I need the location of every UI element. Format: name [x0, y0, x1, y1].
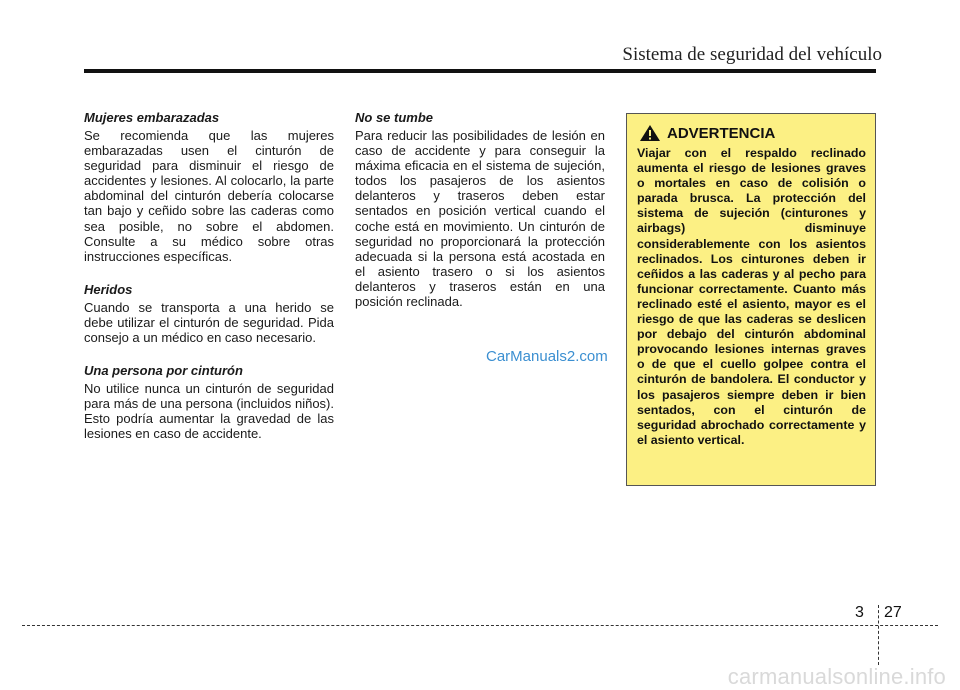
footer-divider [878, 605, 879, 665]
section-injured [84, 282, 334, 345]
header-rule [84, 69, 876, 73]
warning-text: Viajar con el respaldo reclinado aumenta el riesgo de lesiones graves o mortales en caso de colisión o parada brusca. La protección del sistema de sujeción (cinturones y airbags) disminuye considerablemente con los asientos reclinados. Los cinturones deben ir ceñidos a las caderas y al pecho para funcionar correctamente. Cuanto más reclinado esté el asiento, mayor es el riesgo de que las caderas se deslicen por debajo del cinturón abdominal provocando lesiones internas graves o de que el cuello golpee contra el cinturón de bandolera. El conductor y los pasajeros siempre deben ir bien sentados, con el cinturón de seguridad abrochado correctamente y el asiento vertical. [637, 146, 866, 447]
left-column [84, 110, 334, 442]
watermark: CarManuals2.com [486, 348, 608, 365]
section-title: Mujeres embarazadas [84, 110, 220, 125]
middle-column [355, 110, 605, 309]
section-title: Heridos [84, 281, 133, 297]
section-one-person-per-belt [84, 363, 334, 441]
section-text: No utilice nunca un cinturón de seguridad para más de una persona (incluidos niños). Esto podría aumentar la gravedad de las lesiones en caso de accidente. [84, 381, 334, 442]
section-pregnant-women [84, 110, 334, 264]
warning-box [626, 113, 876, 486]
section-text: Se recomienda que las mujeres embarazadas usen el cinturón de seguridad para disminuir el riesgo de accidentes y lesiones. Al colocarlo, la parte abdominal del cinturón debería colocarse tan bajo y ceñido sobre las caderas como sea posible, no sobre el abdomen. Consulte a su médico sobre otras instrucciones específicas. [84, 128, 334, 264]
section-title: Una persona por cinturón [84, 363, 243, 379]
footer-brand-watermark: carmanualsonline.info [727, 664, 946, 689]
section-number: 3 [855, 604, 864, 621]
section-text: Cuando se transporta a una herido se debe utilizar el cinturón de seguridad. Pida consejo a un médico en caso necesario. [84, 299, 334, 346]
warning-header [637, 124, 866, 142]
section-text-no-reclining: Para reducir las posibilidades de lesión en caso de accidente y para conseguir la máxima eficacia en el sistema de sujeción, todos los pasajeros de los asientos delanteros y traseros deben estar sentados en posición vertical cuando el coche está en movimiento. Un cinturón de seguridad no proporcionará la protección adecuada si la persona está acostada en el asiento trasero o si los asientos delanteros y traseros están en una posición reclinada. [355, 128, 605, 310]
page-header-title: Sistema de seguridad del vehículo [622, 44, 882, 65]
warning-triangle-icon [639, 124, 661, 142]
page-number: 27 [884, 604, 902, 621]
section-title-no-reclining: No se tumbe [355, 110, 434, 125]
warning-title: ADVERTENCIA [667, 124, 776, 142]
footer-rule [22, 625, 938, 626]
